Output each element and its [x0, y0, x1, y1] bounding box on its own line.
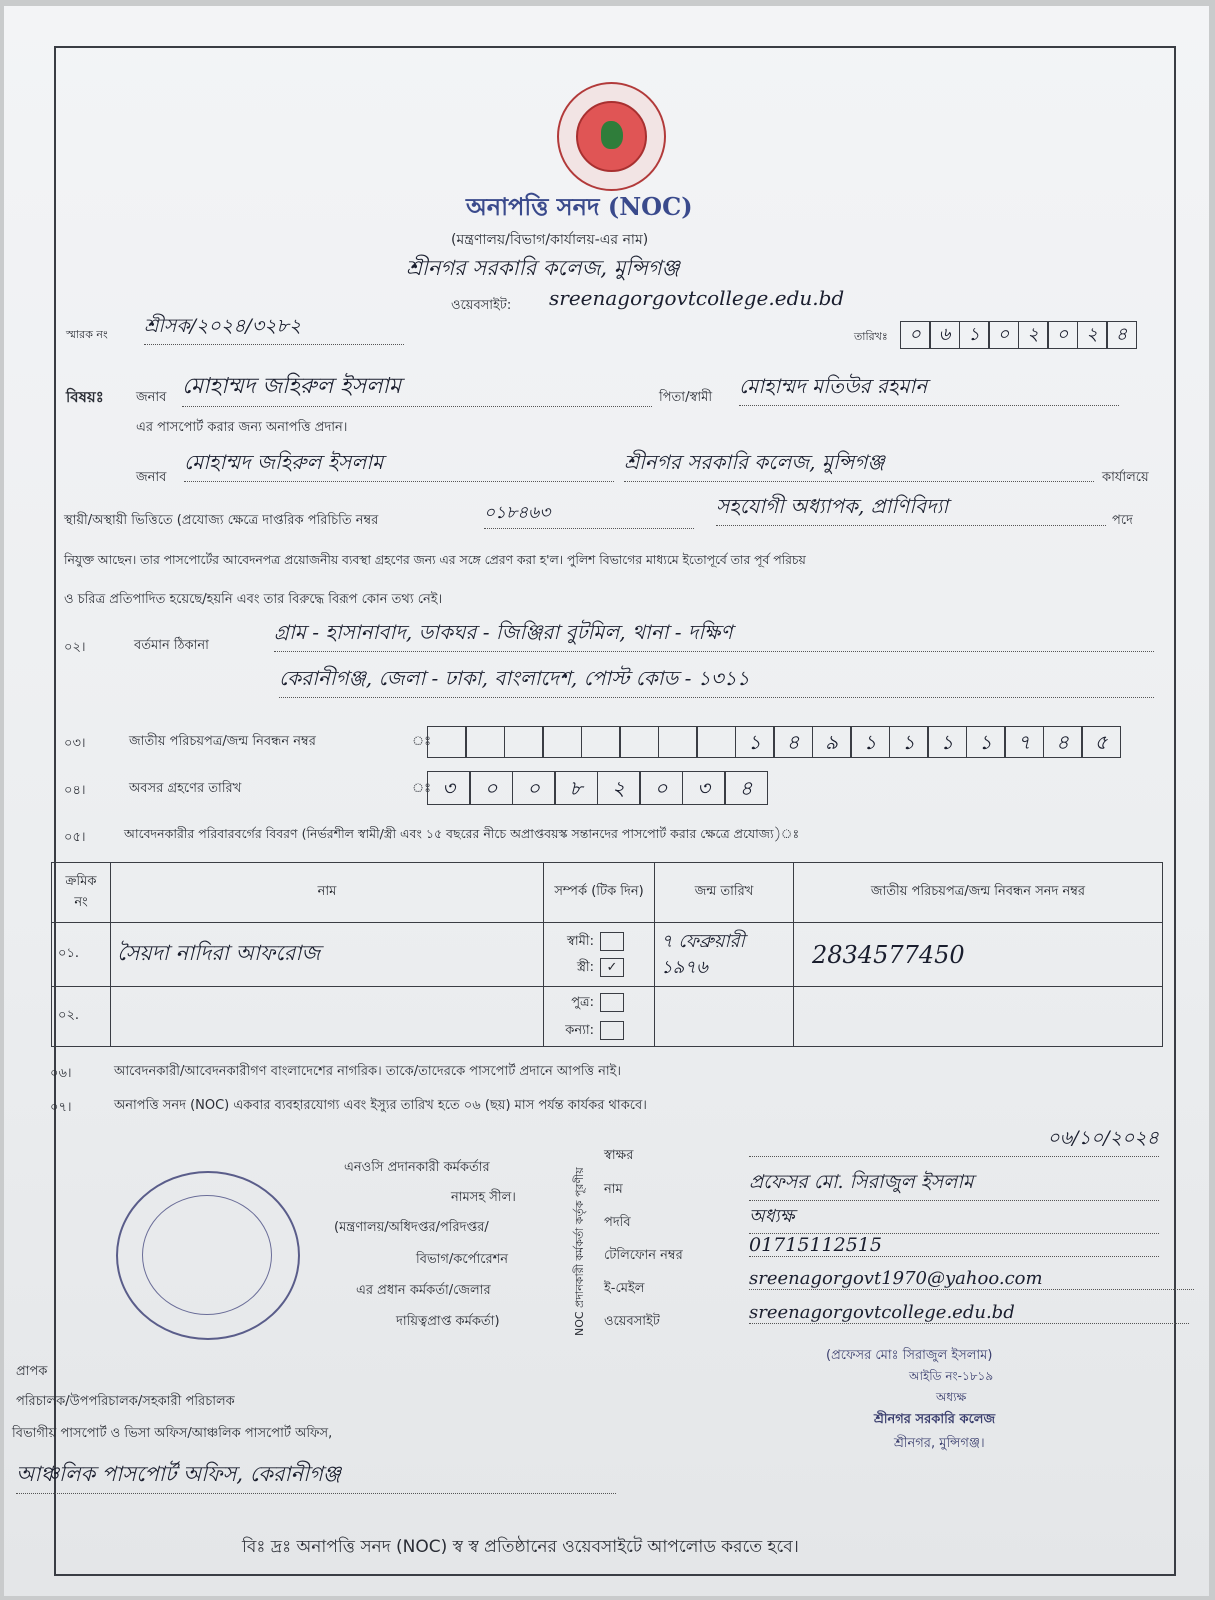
- row-serial: ০২.: [52, 987, 111, 1047]
- date-label: তারিখঃ: [854, 330, 888, 343]
- ministry-name: শ্রীনগর সরকারি কলেজ, মুন্সিগঞ্জ: [406, 256, 680, 280]
- table-header-row: [52, 863, 1163, 923]
- stamp-line-1: (প্রফেসর মোঃ সিরাজুল ইসলাম): [826, 1348, 993, 1363]
- digit-box: ২: [1018, 321, 1049, 349]
- col-name: নাম: [111, 863, 544, 923]
- body-line4: ও চরিত্র প্রতিপাদিত হয়েছে/হয়নি এবং তার বিরুদ্ধে বিরূপ কোন তথ্য নেই।: [64, 592, 443, 607]
- officer-desc-1: এনওসি প্রদানকারী কর্মকর্তার: [344, 1160, 490, 1175]
- position-value: সহযোগী অধ্যাপক, প্রাণিবিদ্যা: [716, 492, 1106, 526]
- col-relation: সম্পর্ক (টিক দিন): [544, 863, 655, 923]
- digit-box: ১: [959, 321, 990, 349]
- officer-desc-4: বিভাগ/কর্পোরেশন: [416, 1252, 509, 1267]
- digit-box: [504, 726, 544, 758]
- body-line3: নিযুক্ত আছেন। তার পাসপোর্টের আবেদনপত্র প্রয়োজনীয় ব্যবস্থা গ্রহণের জন্য এর সঙ্গে প্রেরণ করা হ'ল। পুলিশ বিভাগের মাধ্যমে ইতোপূর্বে তার পূর্ব পরিচয়: [64, 553, 806, 567]
- digit-box: ৪: [1043, 726, 1083, 758]
- officer-website-value: sreenagorgovtcollege.edu.bd: [749, 1302, 1189, 1324]
- row-name: সৈয়দা নাদিরা আফরোজ: [111, 923, 544, 987]
- relation-label-son: পুত্র:: [571, 994, 594, 1010]
- digit-box: ০: [988, 321, 1019, 349]
- field-sign-label: স্বাক্ষর: [604, 1148, 634, 1163]
- item-04-number: ০৪।: [64, 783, 86, 798]
- digit-box: ৪: [724, 771, 768, 805]
- field-post-label: পদবি: [604, 1215, 631, 1230]
- ministry-caption: (মন্ত্রণালয়/বিভাগ/কার্যালয়-এর নাম): [451, 232, 649, 248]
- digit-box: ০: [512, 771, 556, 805]
- digit-box: [465, 726, 505, 758]
- row-nid: [794, 987, 1163, 1047]
- item-04-label: অবসর গ্রহণের তারিখ: [129, 781, 242, 796]
- digit-box: ৪: [1106, 321, 1137, 349]
- recipient-line-3: আঞ্চলিক পাসপোর্ট অফিস, কেরানীগঞ্জ: [16, 1458, 616, 1494]
- father-label: পিতা/স্বামী: [659, 390, 713, 405]
- website-value: sreenagorgovtcollege.edu.bd: [549, 286, 845, 310]
- memo-label: স্মারক নং: [66, 328, 108, 341]
- daughter-checkbox: [600, 1021, 624, 1040]
- item-06-number: ০৬।: [50, 1066, 72, 1081]
- stamp-line-5: শ্রীনগর, মুন্সিগঞ্জ।: [894, 1436, 985, 1451]
- office-suffix: কার্যালয়ে: [1102, 470, 1149, 485]
- digit-box: ১: [735, 726, 775, 758]
- officer-phone-value: 01715112515: [749, 1234, 1159, 1257]
- relation-label-wife: স্ত্রী:: [576, 959, 594, 975]
- item-02-number: ০২।: [64, 640, 86, 655]
- digit-box: ৬: [929, 321, 960, 349]
- noc-title: অনাপত্তি সনদ (NOC): [466, 192, 693, 221]
- official-id-number: ০১৮৪৬৩: [484, 500, 694, 529]
- government-seal-icon: [557, 82, 666, 191]
- subject-name: মোহাম্মদ জহিরুল ইসলাম: [182, 369, 652, 407]
- subject-janab: জনাব: [136, 390, 167, 405]
- address-line-1: গ্রাম - হাসানাবাদ, ডাকঘর - জিঞ্জিরা বুটমিল, থানা - দক্ষিণ: [274, 618, 1154, 652]
- item-03-label: জাতীয় পরিচয়পত্র/জন্ম নিবন্ধন নম্বর: [129, 734, 316, 749]
- website-label: ওয়েবসাইট:: [451, 298, 512, 313]
- field-phone-label: টেলিফোন নম্বর: [604, 1248, 683, 1263]
- officer-post-value: অধ্যক্ষ: [749, 1202, 1159, 1234]
- row-relation: [544, 923, 655, 987]
- position-suffix: পদে: [1112, 513, 1133, 528]
- recipient-label: প্রাপক: [16, 1364, 48, 1379]
- nid-number-boxes: [428, 726, 1121, 758]
- col-dob: জন্ম তারিখ: [655, 863, 794, 923]
- signature-date: ০৬/১০/২০২৪: [749, 1124, 1159, 1157]
- digit-box: [658, 726, 698, 758]
- digit-box: [427, 726, 467, 758]
- digit-box: ১: [966, 726, 1006, 758]
- digit-box: ০: [639, 771, 683, 805]
- stamp-line-2: আইডি নং-১৮১৯: [909, 1369, 994, 1383]
- field-email-label: ই-মেইল: [604, 1281, 645, 1296]
- row-serial: ০১.: [52, 923, 111, 987]
- digit-box: ১: [850, 726, 890, 758]
- digit-box: [581, 726, 621, 758]
- retirement-date-boxes: [428, 771, 768, 805]
- item-07-number: ০৭।: [50, 1100, 72, 1115]
- item-05-number: ০৫।: [64, 830, 86, 845]
- subject-label: বিষয়ঃ: [66, 388, 104, 406]
- stamp-line-4: শ্রীনগর সরকারি কলেজ: [874, 1412, 996, 1427]
- address-line-2: কেরানীগঞ্জ, জেলা - ঢাকা, বাংলাদেশ, পোস্ট কোড - ১৩১১: [279, 664, 1154, 698]
- digit-box: ১: [927, 726, 967, 758]
- digit-box: ২: [597, 771, 641, 805]
- body-office: শ্রীনগর সরকারি কলেজ, মুন্সিগঞ্জ: [624, 448, 1094, 482]
- digit-box: ৮: [554, 771, 598, 805]
- subject-tail: এর পাসপোর্ট করার জন্য অনাপত্তি প্রদান।: [136, 420, 348, 435]
- officer-desc-2: নামসহ সীল।: [451, 1190, 516, 1205]
- stamp-line-3: অধ্যক্ষ: [936, 1390, 967, 1404]
- col-serial: ক্রমিক নং: [52, 863, 111, 923]
- digit-box: ০: [469, 771, 513, 805]
- document-sheet: অনাপত্তি সনদ (NOC) (মন্ত্রণালয়/বিভাগ/কার্যালয়-এর নাম) শ্রীনগর সরকারি কলেজ, মুন্সিগঞ্জ ওয়েবসাইট: sreenagorgovtcollege.edu.bd স্মারক নং শ্রীসক/২০২৪/৩২৮২ তারিখঃ ০ ৬ ১ ০ ২ ০ ২ ৪ বিষয়ঃ জনাব মোহাম্মদ জহিরুল ইসলাম পিতা/স্বামী মোহাম্মদ মতিউর রহমান এর পাসপোর্ট করার জন্য অনাপত্তি প্রদান। জনাব মোহাম্মদ জহিরুল ইসলাম শ্রীনগর সরকারি কলেজ, মুন্সিগঞ্জ কার্যালয়ে স্থায়ী/অস্থায়ী ভিত্তিতে (প্রযোজ্য ক্ষেত্রে দাপ্তরিক পরিচিতি নম্বর ০১৮৪৬৩ সহযোগী অধ্যাপক, প্রাণিবিদ্যা পদে নিযুক্ত আছেন। তার পাসপোর্টের আবেদনপত্র প্রয়োজনীয় ব্যবস্থা গ্রহণের জন্য এর সঙ্গে প্রেরণ করা হ'ল। পুলিশ বিভাগের মাধ্যমে ইতোপূর্বে তার পূর্ব পরিচয় ও চরিত্র প্রতিপাদিত হয়েছে/হয়নি এবং তার বিরুদ্ধে বিরূপ কোন তথ্য নেই। ০২। বর্তমান ঠিকানা গ্রাম - হাসানাবাদ, ডাকঘর - জিঞ্জিরা বুটমিল, থানা - দক্ষিণ কেরানীগঞ্জ, জেলা - ঢাকা, বাংলাদেশ, পোস্ট কোড - ১৩১১ ০৩। জাতীয় পরিচয়পত্র/জন্ম নিবন্ধন নম্বর ঃ ১ ৪ ৯ ১ ১ ১ ১ ৭ ৪ ৫ ০৪। অবসর গ্রহণের তারিখ ঃ ৩ ০ ০ ৮ ২ ০ ৩ ৪ ০৫। আবেদনকারীর পরিবারবর্গের বিবরণ (নির্ভরশীল স্বামী/স্ত্রী এবং ১৫ বছরের নীচে অপ্রাপ্তবয়স্ক সন্তানদের পাসপোর্ট করার ক্ষেত্রে প্রযোজ্য)ঃ ক্রমিক নং নাম সম্পর্ক (টিক দিন) জন্ম তারিখ জাতীয় পরিচয়পত্র/জন্ম নিবন্ধন সনদ নম্বর ০১. সৈয়দা নাদিরা আফরোজ স্বামী: স্ত্রী: ✓ ৭ ফেব্রুয়ারী ১৯৭৬ 2834577450 ০২. পুত্র: কন্যা: ০৬। আবেদনকারী/আবেদনকারীগণ বাংলাদেশের নাগরিক। তাকে/তাদেরকে পাসপোর্ট প্রদানে আপত্তি নাই। ০৭। অনাপত্তি সনদ (NOC) একবার ব্যবহারযোগ্য এবং ইস্যুর তারিখ হতে ০৬ (ছয়) মাস পর্যন্ত কার্যকর থাকবে। এনওসি প্রদানকারী কর্মকর্তার নামসহ সীল। (মন্ত্রণালয়/অধিদপ্তর/পরিদপ্তর/ বিভাগ/কর্পোরেশন এর প্রধান কর্মকর্তা/জেলার দায়িত্বপ্রাপ্ত কর্মকর্তা) NOC প্রদানকারী কর্মকর্তা কর্তৃক পূরণীয় স্বাক্ষর নাম পদবি টেলিফোন নম্বর ই-মেইল ওয়েবসাইট ০৬/১০/২০২৪ প্রফেসর মো. সিরাজুল ইসলাম অধ্যক্ষ 01715112515 sreenagorgovt1970@yahoo.com sreenagorgovtcollege.edu.bd (প্রফেসর মোঃ সিরাজুল ইসলাম) আইডি নং-১৮১৯ অধ্যক্ষ শ্রীনগর সরকারি কলেজ শ্রীনগর, মুন্সিগঞ্জ। প্রাপক পরিচালক/উপপরিচালক/সহকারী পরিচালক বিভাগীয় পাসপোর্ট ও ভিসা অফিস/আঞ্চলিক পাসপোর্ট অফিস, আঞ্চলিক পাসপোর্ট অফিস, কেরানীগঞ্জ বিঃ দ্রঃ অনাপত্তি সনদ (NOC) স্ব স্ব প্রতিষ্ঠানের ওয়েবসাইটে আপলোড করতে হবে।: [4, 6, 1209, 1596]
- digit-box: ৭: [1004, 726, 1044, 758]
- footer-note: বিঃ দ্রঃ অনাপত্তি সনদ (NOC) স্ব স্ব প্রতিষ্ঠানের ওয়েবসাইটে আপলোড করতে হবে।: [242, 1537, 799, 1557]
- row-relation: [544, 987, 655, 1047]
- digit-box: [696, 726, 736, 758]
- body-line2-prefix: স্থায়ী/অস্থায়ী ভিত্তিতে (প্রযোজ্য ক্ষেত্রে দাপ্তরিক পরিচিতি নম্বর: [64, 513, 379, 528]
- row-nid: 2834577450: [794, 923, 1163, 987]
- husband-checkbox: [600, 932, 624, 951]
- item-06-text: আবেদনকারী/আবেদনকারীগণ বাংলাদেশের নাগরিক। তাকে/তাদেরকে পাসপোর্ট প্রদানে আপত্তি নাই।: [114, 1064, 622, 1079]
- vertical-note: NOC প্রদানকারী কর্মকর্তা কর্তৃক পূরণীয়: [573, 1167, 586, 1336]
- digit-box: ৩: [427, 771, 471, 805]
- digit-box: ৩: [682, 771, 726, 805]
- digit-box: ১: [889, 726, 929, 758]
- row-dob: ৭ ফেব্রুয়ারী ১৯৭৬: [655, 923, 794, 987]
- issue-date-boxes: [901, 321, 1137, 349]
- relation-label-husband: স্বামী:: [567, 933, 594, 949]
- item-03-number: ০৩।: [64, 736, 86, 751]
- father-name: মোহাম্মদ মতিউর রহমান: [739, 372, 1119, 406]
- field-name-label: নাম: [604, 1182, 623, 1197]
- officer-desc-3: (মন্ত্রণালয়/অধিদপ্তর/পরিদপ্তর/: [334, 1220, 489, 1235]
- field-web-label: ওয়েবসাইট: [604, 1314, 660, 1329]
- relation-label-daughter: কন্যা:: [565, 1022, 594, 1038]
- digit-box: ২: [1077, 321, 1108, 349]
- row-dob: [655, 987, 794, 1047]
- row-name: [111, 987, 544, 1047]
- digit-box: [619, 726, 659, 758]
- check-mark-icon: ✓: [600, 958, 624, 977]
- college-round-stamp-icon: [116, 1171, 300, 1340]
- body-name: মোহাম্মদ জহিরুল ইসলাম: [184, 448, 614, 482]
- son-checkbox: [600, 993, 624, 1012]
- table-row: [52, 923, 1163, 987]
- item-07-text: অনাপত্তি সনদ (NOC) একবার ব্যবহারযোগ্য এবং ইস্যুর তারিখ হতে ০৬ (ছয়) মাস পর্যন্ত কার্যকর থাকবে।: [114, 1098, 647, 1113]
- family-members-table: [51, 862, 1163, 1047]
- recipient-line-2: বিভাগীয় পাসপোর্ট ও ভিসা অফিস/আঞ্চলিক পাসপোর্ট অফিস,: [12, 1426, 333, 1441]
- table-row: [52, 987, 1163, 1047]
- recipient-line-1: পরিচালক/উপপরিচালক/সহকারী পরিচালক: [16, 1394, 235, 1409]
- memo-value: শ্রীসক/২০২৪/৩২৮২: [144, 312, 404, 345]
- officer-name-value: প্রফেসর মো. সিরাজুল ইসলাম: [749, 1168, 1159, 1201]
- digit-box: ০: [900, 321, 931, 349]
- col-nid: জাতীয় পরিচয়পত্র/জন্ম নিবন্ধন সনদ নম্বর: [794, 863, 1163, 923]
- digit-box: [542, 726, 582, 758]
- officer-desc-5: এর প্রধান কর্মকর্তা/জেলার: [356, 1283, 491, 1298]
- body-janab: জনাব: [136, 470, 167, 485]
- officer-email-value: sreenagorgovt1970@yahoo.com: [749, 1268, 1194, 1290]
- item-05-label: আবেদনকারীর পরিবারবর্গের বিবরণ (নির্ভরশীল স্বামী/স্ত্রী এবং ১৫ বছরের নীচে অপ্রাপ্তবয়স্ক সন্তানদের পাসপোর্ট করার ক্ষেত্রে প্রযোজ্য)ঃ: [124, 826, 800, 841]
- digit-box: ৯: [812, 726, 852, 758]
- digit-box: ৫: [1081, 726, 1121, 758]
- item-02-label: বর্তমান ঠিকানা: [134, 638, 209, 653]
- digit-box: ৪: [773, 726, 813, 758]
- digit-box: ০: [1047, 321, 1078, 349]
- officer-desc-6: দায়িত্বপ্রাপ্ত কর্মকর্তা): [396, 1314, 500, 1329]
